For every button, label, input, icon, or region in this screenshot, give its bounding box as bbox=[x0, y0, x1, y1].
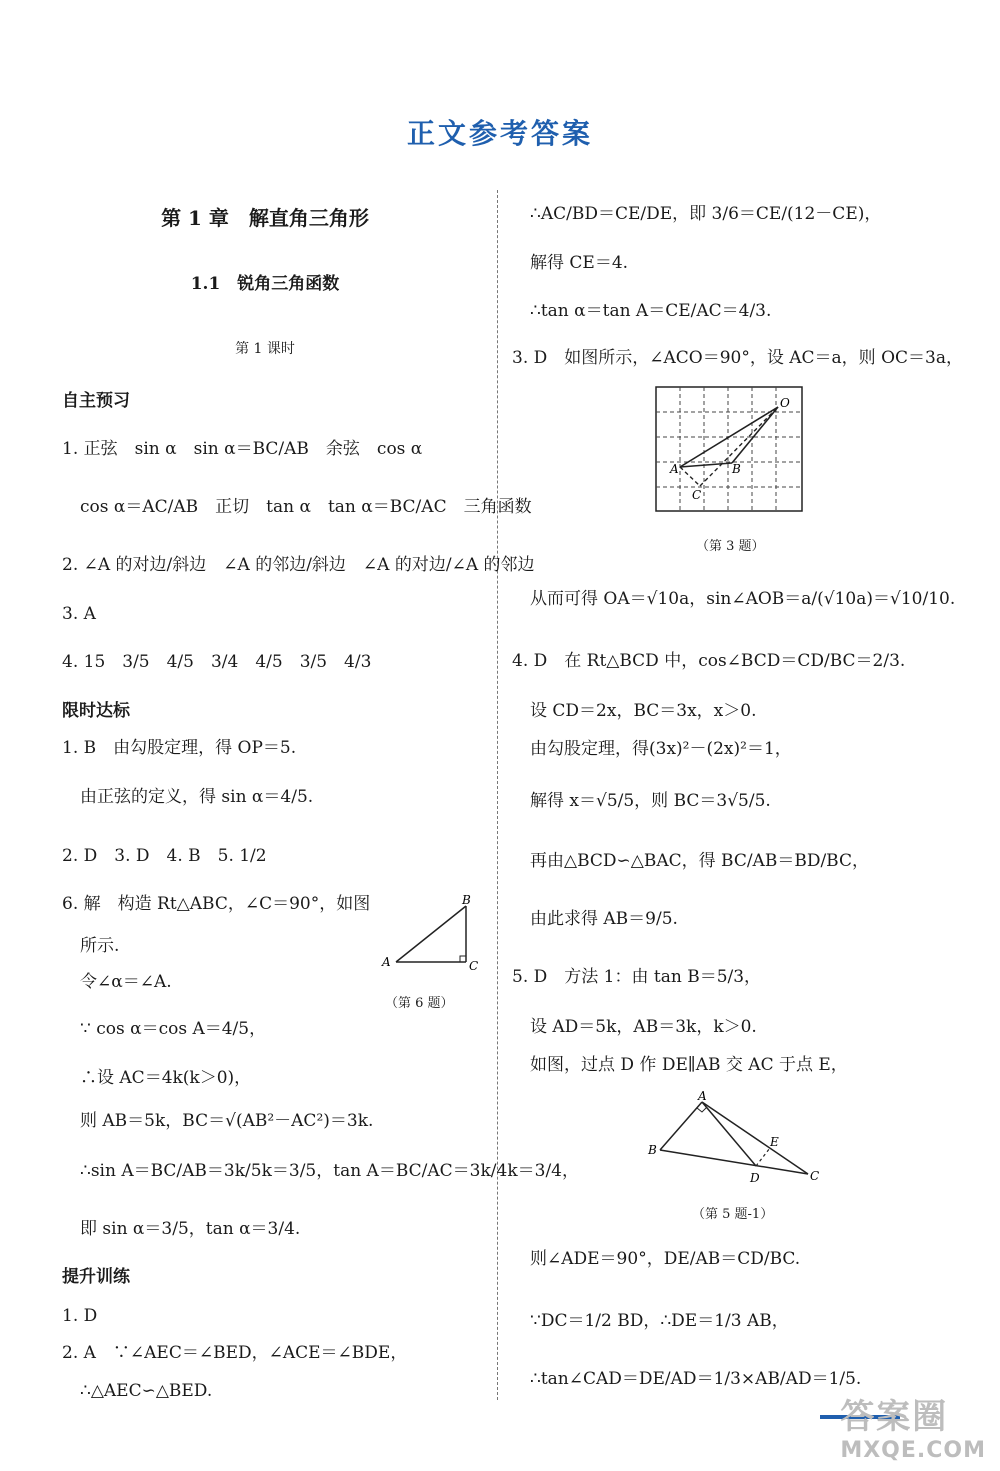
answer-1a: 1. 正弦 sin α sin α＝BC/AB 余弦 cos α bbox=[62, 439, 423, 459]
improve-1: 1. D bbox=[62, 1306, 98, 1326]
answer-4: 4. 15 3/5 4/5 3/4 4/5 3/5 4/3 bbox=[62, 652, 372, 672]
right-a2: 解得 CE＝4. bbox=[530, 253, 629, 273]
chapter-heading: 第 1 章 解直角三角形 bbox=[161, 206, 369, 230]
limit-2-5: 2. D 3. D 4. B 5. 1/2 bbox=[62, 846, 267, 866]
right-b6: 由此求得 AB＝9/5. bbox=[530, 909, 678, 929]
answer-2: 2. ∠A 的对边/斜边 ∠A 的邻边/斜边 ∠A 的对边/∠A 的邻边 bbox=[62, 555, 535, 575]
right-c3: 如图，过点 D 作 DE∥AB 交 AC 于点 E， bbox=[530, 1055, 848, 1075]
svg-text:C: C bbox=[692, 488, 702, 502]
page-title: 正文参考答案 bbox=[406, 117, 593, 150]
limit-6g: ∴sin A＝BC/AB＝3k/5k＝3/5，tan A＝BC/AC＝3k/4k＝3/4， bbox=[80, 1161, 579, 1181]
svg-text:E: E bbox=[770, 1135, 779, 1149]
lesson-heading: 第 1 课时 bbox=[235, 341, 295, 357]
figure-3-grid bbox=[654, 385, 804, 513]
limit-6f: 则 AB＝5k，BC＝√(AB²－AC²)＝3k. bbox=[80, 1111, 374, 1131]
svg-text:A: A bbox=[382, 955, 391, 969]
limit-6a: 6. 解 构造 Rt△ABC，∠C＝90°，如图 bbox=[62, 894, 371, 914]
right-a3: ∴tan α＝tan A＝CE/AC＝4/3. bbox=[530, 301, 772, 321]
svg-text:A: A bbox=[698, 1090, 707, 1103]
right-b1: 4. D 在 Rt△BCD 中，cos∠BCD＝CD/BC＝2/3. bbox=[512, 651, 906, 671]
heading-limit: 限时达标 bbox=[62, 701, 130, 721]
limit-6c: 令∠α＝∠A. bbox=[80, 972, 172, 992]
figure-5-triangle bbox=[640, 1090, 830, 1190]
right-a5: 从而可得 OA＝√10a，sin∠AOB＝a/(√10a)＝√10/10. bbox=[530, 589, 956, 609]
figure-5-caption: （第 5 题-1） bbox=[692, 1207, 774, 1222]
limit-6e: ∴设 AC＝4k(k＞0)， bbox=[80, 1068, 252, 1088]
column-divider bbox=[497, 190, 498, 1400]
right-c6: ∴tan∠CAD＝DE/AD＝1/3×AB/AD＝1/5. bbox=[530, 1369, 862, 1389]
right-c4: 则∠ADE＝90°，DE/AB＝CD/BC. bbox=[530, 1249, 801, 1269]
limit-6d: ∵ cos α＝cos A＝4/5， bbox=[80, 1019, 267, 1039]
right-b2: 设 CD＝2x，BC＝3x，x＞0. bbox=[530, 701, 757, 721]
right-a4: 3. D 如图所示，∠ACO＝90°，设 AC＝a，则 OC＝3a， bbox=[512, 348, 963, 368]
figure-6-triangle bbox=[378, 890, 488, 980]
right-c1: 5. D 方法 1：由 tan B＝5/3， bbox=[512, 967, 762, 987]
limit-1a: 1. B 由勾股定理，得 OP＝5. bbox=[62, 738, 297, 758]
improve-2b: ∴△AEC∽△BED. bbox=[80, 1381, 213, 1401]
svg-text:B: B bbox=[462, 893, 471, 907]
svg-text:C: C bbox=[810, 1169, 820, 1183]
heading-preview: 自主预习 bbox=[62, 391, 130, 411]
limit-6h: 即 sin α＝3/5，tan α＝3/4. bbox=[80, 1219, 301, 1239]
svg-text:O: O bbox=[780, 396, 790, 410]
limit-1b: 由正弦的定义，得 sin α＝4/5. bbox=[80, 787, 314, 807]
figure-6-caption: （第 6 题） bbox=[385, 996, 454, 1011]
right-b3: 由勾股定理，得(3x)²－(2x)²＝1， bbox=[530, 739, 792, 759]
right-a1: ∴AC/BD＝CE/DE，即 3/6＝CE/(12－CE)， bbox=[530, 204, 882, 224]
right-b5: 再由△BCD∽△BAC，得 BC/AB＝BD/BC， bbox=[530, 851, 869, 871]
right-b4: 解得 x＝√5/5，则 BC＝3√5/5. bbox=[530, 791, 771, 811]
watermark-bottom: MXQE.COM bbox=[840, 1438, 986, 1463]
svg-text:D: D bbox=[750, 1171, 760, 1185]
figure-3-caption: （第 3 题） bbox=[696, 539, 765, 554]
svg-text:C: C bbox=[469, 959, 479, 973]
svg-text:B: B bbox=[732, 462, 741, 476]
right-c2: 设 AD＝5k，AB＝3k，k＞0. bbox=[530, 1017, 757, 1037]
svg-text:A: A bbox=[670, 462, 679, 476]
answer-3: 3. A bbox=[62, 604, 96, 624]
svg-text:B: B bbox=[648, 1143, 657, 1157]
heading-improve: 提升训练 bbox=[62, 1267, 130, 1287]
right-c5: ∵DC＝1/2 BD，∴DE＝1/3 AB， bbox=[530, 1311, 789, 1331]
improve-2a: 2. A ∵∠AEC＝∠BED，∠ACE＝∠BDE， bbox=[62, 1343, 408, 1363]
section-heading: 1.1 锐角三角函数 bbox=[190, 274, 340, 294]
watermark-top: 答案圈 bbox=[840, 1397, 949, 1437]
answer-1b: cos α＝AC/AB 正切 tan α tan α＝BC/AC 三角函数 bbox=[80, 497, 532, 517]
watermark bbox=[840, 1389, 986, 1463]
limit-6b: 所示. bbox=[80, 936, 120, 956]
